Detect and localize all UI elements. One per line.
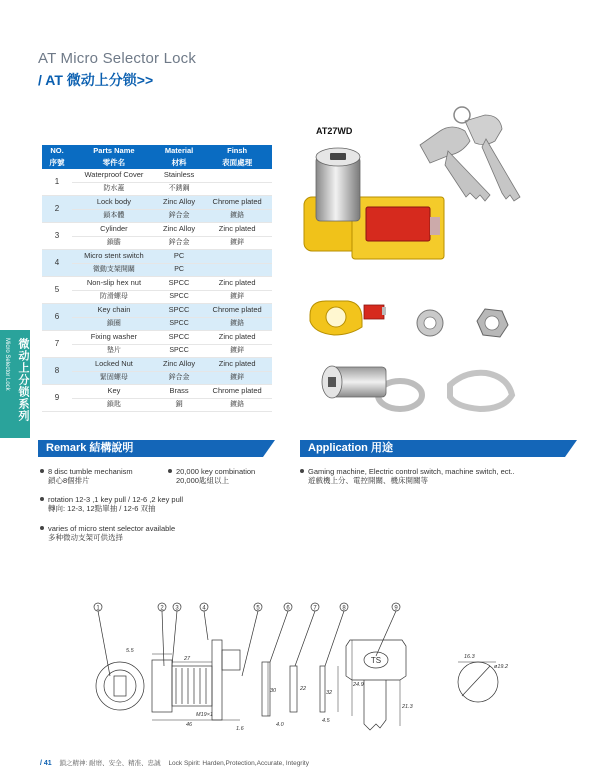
part-material-cn: SPCC bbox=[156, 317, 202, 331]
part-name-cn: 鎖本體 bbox=[72, 209, 156, 223]
part-name: Micro stent switch bbox=[72, 250, 156, 264]
dim-text: 32 bbox=[326, 690, 333, 696]
dim-text: 16.3 bbox=[464, 654, 475, 660]
table-row bbox=[42, 223, 272, 237]
dim-text: ø19.2 bbox=[494, 664, 509, 670]
table-row bbox=[42, 196, 272, 210]
table-row bbox=[42, 263, 272, 277]
dim-text: 1.6 bbox=[236, 726, 244, 732]
application-title: Application 用途 bbox=[308, 442, 393, 454]
remark-item-cn: 20,000匙組以上 bbox=[176, 476, 229, 485]
col-name: Parts Name bbox=[72, 145, 156, 157]
part-finish: Zinc plated bbox=[202, 358, 272, 372]
part-material: Stainless bbox=[156, 169, 202, 182]
part-material-cn: 不銹鋼 bbox=[156, 182, 202, 196]
application-item bbox=[300, 467, 515, 485]
row-no: 7 bbox=[42, 331, 72, 358]
side-view bbox=[152, 640, 240, 720]
part-name: Waterproof Cover bbox=[72, 169, 156, 182]
leader-lines bbox=[98, 611, 396, 676]
technical-drawing bbox=[80, 596, 520, 736]
parts-table bbox=[42, 145, 272, 412]
col-material-cn: 材料 bbox=[156, 157, 202, 169]
table-row bbox=[42, 209, 272, 223]
front-view bbox=[96, 662, 144, 710]
col-no: NO. bbox=[42, 145, 72, 157]
assembled-lock-image bbox=[304, 148, 444, 259]
part-material: SPCC bbox=[156, 277, 202, 291]
dim-text: 21.3 bbox=[402, 704, 413, 710]
dim-text: 22 bbox=[300, 686, 307, 692]
part-material: SPCC bbox=[156, 331, 202, 345]
table-row bbox=[42, 169, 272, 182]
remark-item-en: 8 disc tumble mechanism bbox=[48, 467, 133, 476]
part-finish bbox=[202, 169, 272, 182]
part-material-cn: 鋅合金 bbox=[156, 371, 202, 385]
part-finish-cn: 鍍鉻 bbox=[202, 398, 272, 412]
row-no: 9 bbox=[42, 385, 72, 412]
part-finish-cn bbox=[202, 182, 272, 196]
part-finish: Chrome plated bbox=[202, 196, 272, 210]
part-material: SPCC bbox=[156, 304, 202, 318]
side-tab bbox=[0, 330, 30, 438]
remark-item-cn: 鎖心8個排片 bbox=[48, 476, 90, 485]
dim-text: 4.5 bbox=[322, 718, 330, 724]
part-material: Zinc Alloy bbox=[156, 196, 202, 210]
part-name-cn: 鎖匙 bbox=[72, 398, 156, 412]
callout-label: 7 bbox=[313, 605, 317, 612]
callout-label: 5 bbox=[256, 605, 260, 612]
application-item-cn: 遊戲機上分、電控開關、機床開關等 bbox=[308, 476, 428, 485]
callouts bbox=[94, 603, 400, 612]
key-mark: TS bbox=[370, 656, 382, 665]
part-material-cn: SPCC bbox=[156, 290, 202, 304]
footer bbox=[40, 758, 309, 767]
title-en: AT Micro Selector Lock bbox=[38, 50, 197, 67]
dim-text: 4.0 bbox=[276, 722, 284, 728]
table-row bbox=[42, 344, 272, 358]
bullet-icon bbox=[40, 469, 44, 473]
row-no: 4 bbox=[42, 250, 72, 277]
table-row bbox=[42, 182, 272, 196]
part-name-cn: 墊片 bbox=[72, 344, 156, 358]
part-name-cn: 鎖膽 bbox=[72, 236, 156, 250]
bullet-icon bbox=[40, 526, 44, 530]
part-material-cn: 銅 bbox=[156, 398, 202, 412]
remark-item-en: rotation 12-3 ,1 key pull / 12-6 ,2 key pull bbox=[48, 495, 184, 504]
part-name: Non-slip hex nut bbox=[72, 277, 156, 291]
part-name: Locked Nut bbox=[72, 358, 156, 372]
micro-switch-parts-image bbox=[310, 301, 386, 335]
parts-table-header-en bbox=[42, 145, 272, 157]
row-no: 2 bbox=[42, 196, 72, 223]
part-material-cn: SPCC bbox=[156, 344, 202, 358]
callout-label: 4 bbox=[202, 605, 206, 612]
part-material: PC bbox=[156, 250, 202, 264]
remark-item bbox=[40, 495, 183, 513]
part-material: Brass bbox=[156, 385, 202, 399]
col-finish-cn: 表面處理 bbox=[202, 157, 272, 169]
application-header bbox=[300, 440, 565, 457]
remark-item-en: 20,000 key combination bbox=[176, 467, 256, 476]
row-no: 5 bbox=[42, 277, 72, 304]
part-name: Key bbox=[72, 385, 156, 399]
part-finish-cn: 鍍鋅 bbox=[202, 290, 272, 304]
remark-item-en: varies of micro stent selector available bbox=[48, 524, 176, 533]
col-material: Material bbox=[156, 145, 202, 157]
callout-label: 6 bbox=[286, 605, 290, 612]
table-row bbox=[42, 358, 272, 372]
dim-text: M19×1 bbox=[196, 712, 213, 718]
dim-text: 30 bbox=[270, 688, 277, 694]
col-name-cn: 零件名 bbox=[72, 157, 156, 169]
lock-spirit-en: Lock Spirit: Harden,Protection,Accurate, Integrity bbox=[168, 760, 309, 767]
side-tab-cn: 微动上分锁系列 bbox=[17, 338, 29, 422]
dim-text: 24.9 bbox=[353, 682, 364, 688]
col-finish: Finsh bbox=[202, 145, 272, 157]
parts-table-body bbox=[42, 169, 272, 412]
remark-item-cn: 轉向: 12-3, 12點單抽 / 12-6 双抽 bbox=[48, 504, 156, 513]
part-finish: Chrome plated bbox=[202, 385, 272, 399]
part-finish-cn: 鍍鉻 bbox=[202, 317, 272, 331]
part-name: Key chain bbox=[72, 304, 156, 318]
part-name-cn: 鎖圈 bbox=[72, 317, 156, 331]
part-finish: Zinc plated bbox=[202, 277, 272, 291]
table-row bbox=[42, 250, 272, 264]
part-material: Zinc Alloy bbox=[156, 358, 202, 372]
callout-label: 1 bbox=[96, 605, 100, 612]
row-no: 3 bbox=[42, 223, 72, 250]
part-finish-cn bbox=[202, 263, 272, 277]
part-finish-cn: 鍍鋅 bbox=[202, 371, 272, 385]
part-name: Cylinder bbox=[72, 223, 156, 237]
callout-label: 2 bbox=[160, 605, 164, 612]
part-finish-cn: 鍍鉻 bbox=[202, 209, 272, 223]
part-name-cn: 防滑螺母 bbox=[72, 290, 156, 304]
part-material-cn: 鋅合金 bbox=[156, 236, 202, 250]
lock-spirit-cn: 鎖之精神: 耐磨、安全、精准、忠誠 bbox=[59, 760, 161, 767]
callout-label: 8 bbox=[342, 605, 346, 612]
cylinder-image bbox=[322, 366, 386, 398]
part-name-cn: 微動支架開關 bbox=[72, 263, 156, 277]
col-no-cn: 序號 bbox=[42, 157, 72, 169]
callout-label: 9 bbox=[394, 605, 398, 612]
part-material: Zinc Alloy bbox=[156, 223, 202, 237]
part-finish: Zinc plated bbox=[202, 331, 272, 345]
table-row bbox=[42, 304, 272, 318]
part-name: Fixing washer bbox=[72, 331, 156, 345]
bullet-icon bbox=[168, 469, 172, 473]
part-name: Lock body bbox=[72, 196, 156, 210]
cam-view bbox=[458, 662, 498, 702]
table-row bbox=[42, 398, 272, 412]
model-label: AT27WD bbox=[316, 126, 353, 136]
remark-item bbox=[168, 467, 255, 485]
row-no: 8 bbox=[42, 358, 72, 385]
table-row bbox=[42, 385, 272, 399]
bullet-icon bbox=[40, 497, 44, 501]
remark-header bbox=[38, 440, 263, 457]
key-pair-image bbox=[420, 107, 520, 201]
row-no: 6 bbox=[42, 304, 72, 331]
dimension-texts bbox=[126, 648, 508, 732]
row-no: 1 bbox=[42, 169, 72, 196]
product-illustration bbox=[290, 105, 580, 415]
table-row bbox=[42, 277, 272, 291]
title-cn: / AT 微动上分锁>> bbox=[38, 72, 154, 88]
parts-table-header-cn bbox=[42, 157, 272, 169]
part-material-cn: PC bbox=[156, 263, 202, 277]
table-row bbox=[42, 290, 272, 304]
part-finish-cn: 鍍鋅 bbox=[202, 236, 272, 250]
application-item-en: Gaming machine, Electric control switch, machine switch, ect.. bbox=[308, 467, 515, 476]
table-row bbox=[42, 236, 272, 250]
side-tab-en: Micro Selector Lock bbox=[4, 338, 10, 391]
part-finish-cn: 鍍鋅 bbox=[202, 344, 272, 358]
table-row bbox=[42, 317, 272, 331]
part-material-cn: 鋅合金 bbox=[156, 209, 202, 223]
table-row bbox=[42, 371, 272, 385]
part-finish: Chrome plated bbox=[202, 304, 272, 318]
remark-title: Remark 結構說明 bbox=[46, 442, 134, 454]
remark-item bbox=[40, 524, 175, 542]
page-number: / 41 bbox=[40, 760, 52, 767]
part-finish: Zinc plated bbox=[202, 223, 272, 237]
dim-text: 46 bbox=[186, 722, 193, 728]
nuts-and-washers-image bbox=[378, 309, 512, 409]
remark-item-cn: 多种微动支架可供选择 bbox=[48, 533, 123, 542]
table-row bbox=[42, 331, 272, 345]
callout-label: 3 bbox=[175, 605, 179, 612]
part-name-cn: 緊固螺母 bbox=[72, 371, 156, 385]
part-finish bbox=[202, 250, 272, 264]
bullet-icon bbox=[300, 469, 304, 473]
remark-item bbox=[40, 467, 133, 485]
dim-text: 27 bbox=[184, 656, 191, 662]
part-name-cn: 防水蓋 bbox=[72, 182, 156, 196]
dim-text: 5.5 bbox=[126, 648, 134, 654]
